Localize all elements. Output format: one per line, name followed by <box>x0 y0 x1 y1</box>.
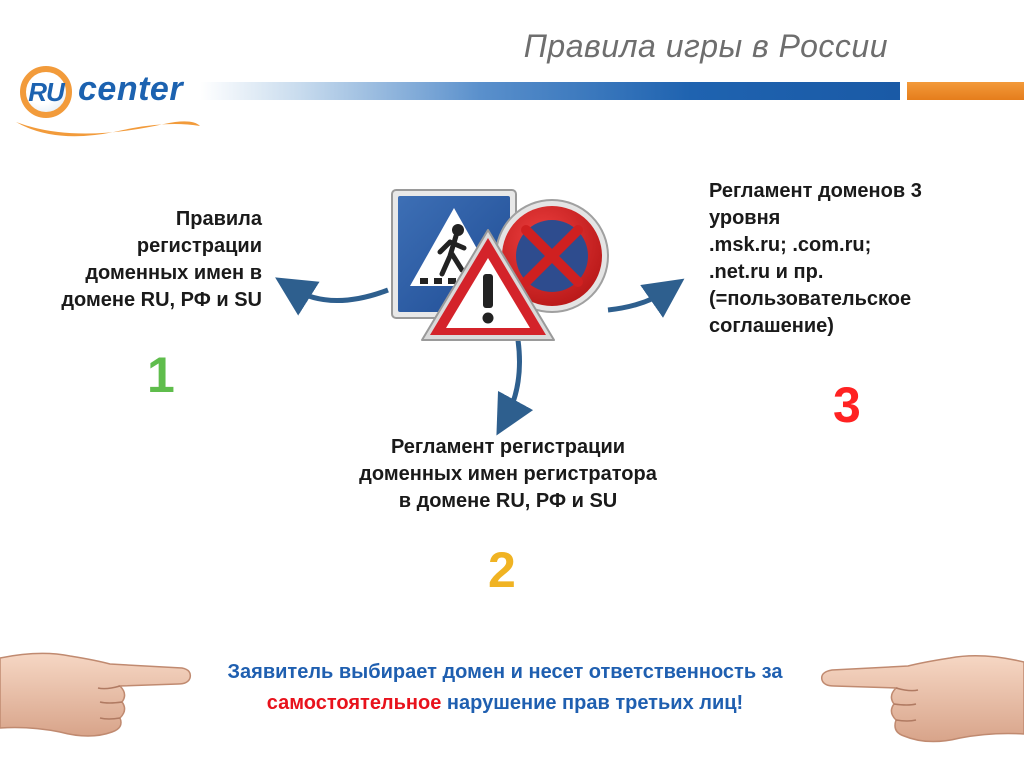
page-title: Правила игры в России <box>523 28 888 64</box>
item-3-number: 3 <box>833 377 861 433</box>
road-signs-graphic <box>380 178 610 348</box>
arrow-down-icon <box>506 340 520 418</box>
footer-statement <box>180 657 830 719</box>
item-1-text: Правила регистрации доменных имен в домене RU, РФ и SU <box>61 208 262 311</box>
pointing-hand-left-icon <box>806 640 1024 750</box>
footer-text-part2: нарушение прав третьих лиц! <box>441 692 744 714</box>
item-2-text: Регламент регистрации доменных имен регистратора в домене RU, РФ и SU <box>359 436 657 512</box>
footer-highlight: самостоятельное <box>266 692 442 714</box>
item-1-number: 1 <box>147 347 175 403</box>
logo-ru-text: RU <box>28 76 64 107</box>
logo-center-text: center <box>78 70 184 108</box>
item-2-number: 2 <box>488 542 516 598</box>
footer-text-part1: Заявитель выбирает домен и несет ответственность за <box>227 661 783 683</box>
arrow-left-icon <box>292 288 388 301</box>
item-3-text: Регламент доменов 3 уровня .msk.ru; .com.ru; .net.ru и пр. (=пользовательское соглашение) <box>709 180 922 337</box>
arrow-right-icon <box>608 290 668 310</box>
pointing-hand-right-icon <box>0 640 195 740</box>
